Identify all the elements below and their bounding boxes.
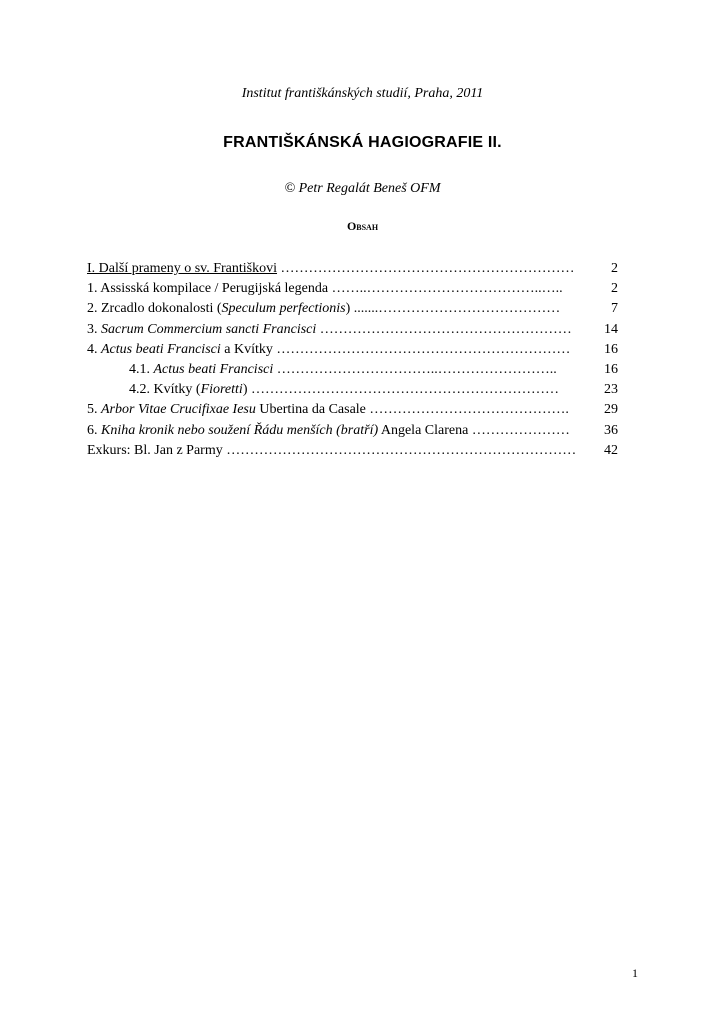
toc-entry-title [87,421,598,441]
document-title: FRANTIŠKÁNSKÁ HAGIOGRAFIE II. [223,134,502,151]
toc-entry-page: 42 [604,442,618,458]
toc-entry-text: Ubertina da Casale [255,402,370,418]
toc-leader-dots: ……………………………………. [369,402,569,418]
toc-entry-title [87,279,598,299]
toc-leader-dots: ……..………………………………..….. [331,281,563,297]
toc-leader-dots: ………………………………………………………………… [226,442,577,458]
toc-leader-dots: ……………………………………………………… [277,261,575,276]
institute-line: Institut františkánských studií, Praha, 2011 [241,86,484,101]
toc-entry-page: 2 [611,261,618,276]
toc-entry-text: Exkurs: Bl. Jan z Parmy [87,442,227,458]
toc-entry[interactable] [87,259,624,279]
toc-entry[interactable] [87,441,624,461]
toc-entry-text: Fioretti [200,382,243,398]
toc-entry-title [87,299,598,319]
toc-entry-text: 4.2. Kvítky ( [129,382,201,398]
toc-entry-text: Arbor Vitae Crucifixae Iesu [101,402,256,418]
table-of-contents [87,259,624,461]
toc-entry-title [87,400,598,420]
toc-entry-text: a Kvítky [220,341,277,357]
toc-entry[interactable] [87,279,624,299]
toc-entry-text: Speculum perfectionis [221,301,346,317]
toc-entry-text: ) [345,301,354,317]
toc-leader-dots: ……………………………………………………… [276,341,571,357]
toc-entry-page: 16 [604,361,618,377]
toc-entry-text: 3. [87,321,101,337]
toc-entry[interactable] [87,400,624,420]
toc-entry[interactable] [87,340,624,360]
toc-entry-page: 7 [611,301,618,317]
toc-entry[interactable] [87,421,624,441]
toc-entry[interactable] [87,380,624,400]
toc-entry-title [87,340,598,360]
toc-entry-title [129,380,598,400]
toc-entry-title [87,320,598,340]
toc-leader-dots: .......………………………………… [353,301,561,317]
toc-entry-text: 5. [87,402,101,418]
toc-entry-text: 4. [87,341,101,357]
toc-entry-text: Sacrum Commercium sancti Francisci [101,321,317,337]
toc-entry-page: 2 [611,281,618,297]
toc-entry-page: 16 [604,341,618,357]
toc-leader-dots: ……………………………………………… [319,321,572,337]
toc-entry-text: Angela Clarena [378,422,472,438]
toc-entry-page: 36 [604,422,618,438]
toc-entry-page: 23 [604,382,618,398]
toc-entry-page: 14 [604,321,618,337]
toc-entry-text: ) [242,382,251,398]
page-number: 1 [632,966,638,980]
toc-entry[interactable] [87,360,624,380]
toc-leader-dots: ………………………………………………………… [251,382,559,398]
toc-entry[interactable] [87,320,624,340]
toc-entry-text: 1. Assisská kompilace / Perugijská legenda [87,281,332,297]
toc-entry-text: I. Další prameny o sv. Františkovi [87,261,278,276]
toc-entry-text: Actus beati Francisci [153,361,274,377]
toc-entry-text: 2. Zrcadlo dokonalosti ( [87,301,222,317]
toc-entry-title [129,360,598,380]
toc-entry-title [87,259,598,279]
toc-entry-text: 4.1. [129,361,154,377]
toc-leader-dots: ……………………………..…………………….. [276,361,557,377]
toc-entry-text: Kniha kronik nebo soužení Řádu menších (bratří) [101,422,379,438]
toc-entry-title [87,441,598,461]
toc-entry-text: 6. [87,422,101,438]
toc-entry-page: 29 [604,402,618,418]
toc-entry[interactable] [87,299,624,319]
toc-leader-dots: ………………… [471,422,570,438]
author-line: © Petr Regalát Beneš OFM [284,181,441,196]
contents-heading: Obsah [346,219,379,233]
toc-entry-text: Actus beati Francisci [101,341,221,357]
